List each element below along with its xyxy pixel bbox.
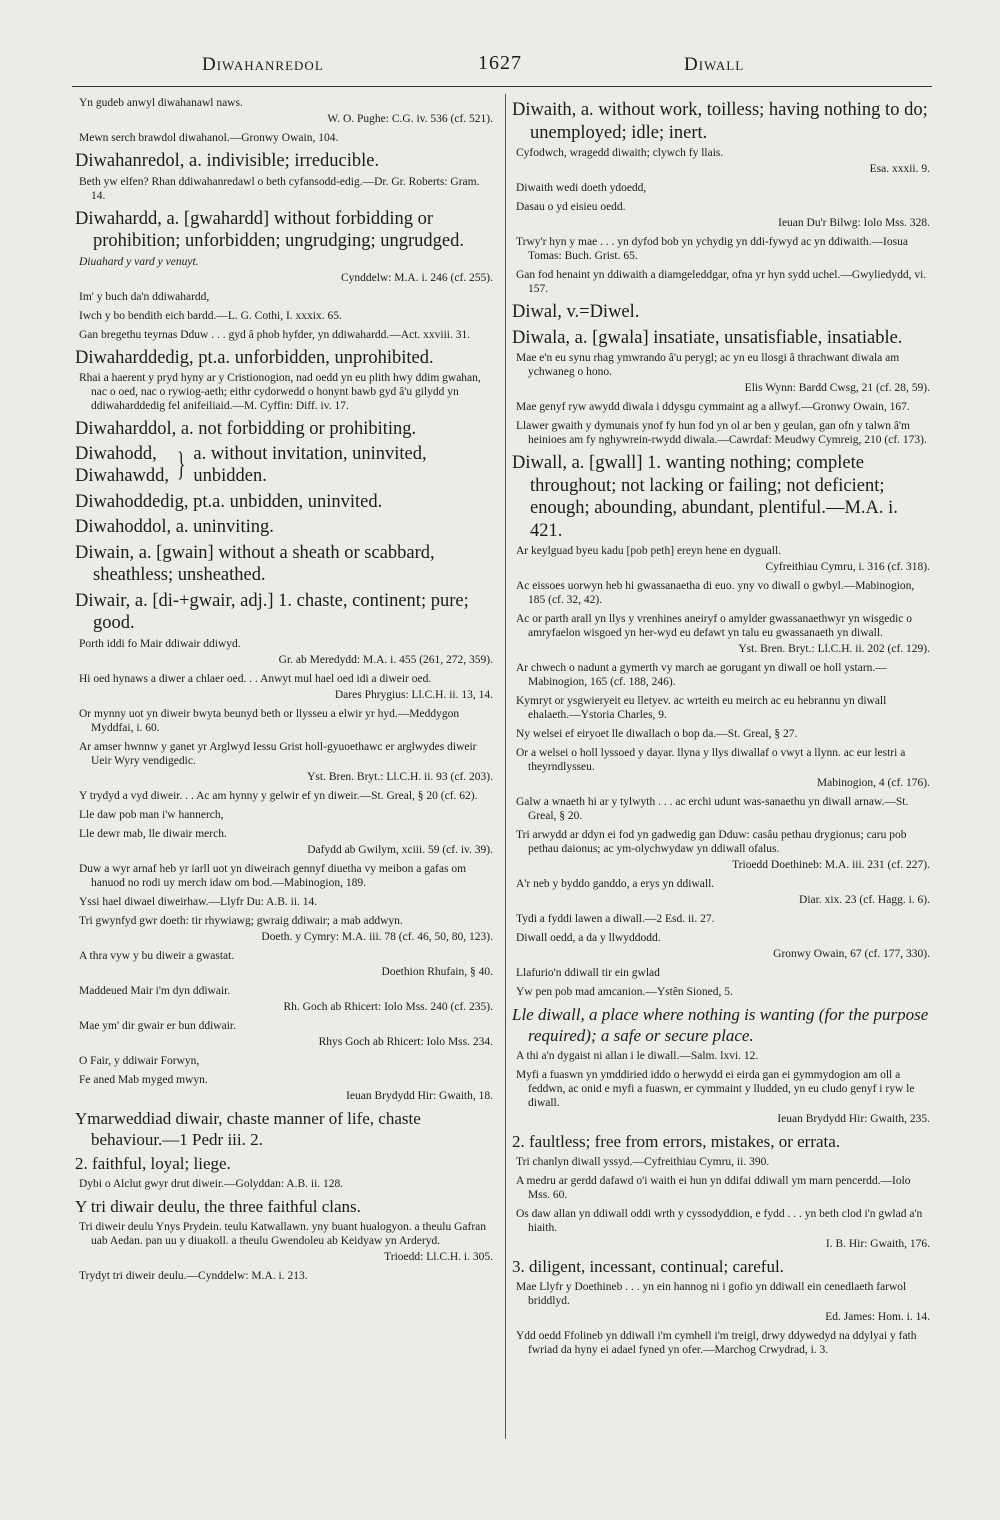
headword-entry: Diwaharddedig, pt.a. unforbidden, unprohibited. xyxy=(75,347,434,368)
subentry: Lle diwall, a place where nothing is wanting (for the purpose required); a safe or secure place. xyxy=(512,1005,929,1045)
quotation: Yn gudeb anwyl diwahanawl naws. xyxy=(79,97,243,109)
quotation: Gan bregethu teyrnas Dduw . . . gyd â phob hyfder, yn ddiwahardd.—Act. xxviii. 31. xyxy=(79,328,471,341)
headword-variants xyxy=(75,443,169,487)
running-head xyxy=(72,48,932,80)
quotation: Cyfodwch, wragedd diwaith; clywch fy llais. xyxy=(516,147,724,159)
citation: Dares Phrygius: Ll.C.H. ii. 13, 14. xyxy=(334,688,493,701)
quotation: Dasau o yd eisieu oedd. xyxy=(516,201,626,213)
quotation: Yw pen pob mad amcanion.—Ystên Sioned, 5. xyxy=(516,986,733,998)
quotation: Mewn serch brawdol diwahanol.—Gronwy Owain, 104. xyxy=(79,132,339,144)
headword-entry: Diwahanredol, a. indivisible; irreducible. xyxy=(75,151,380,171)
quotation: Or mynny uot yn diweir bwyta beunyd beth or llysseu a elwir yr hyd.—Meddygon Myddfai, i. 60. xyxy=(79,707,460,734)
citation: Trioedd: Ll.C.H. i. 305. xyxy=(384,1250,493,1263)
quotation: A medru ar gerdd dafawd o'i waith ei hun yn ddifai ddiwall ym marn pencerdd.—Iolo Mss. 60. xyxy=(516,1175,911,1201)
citation: Doethion Rhufain, § 40. xyxy=(381,965,493,978)
quotation: Ar keylguad byeu kadu [pob peth] ereyn hene en dyguall. xyxy=(516,545,782,557)
running-head-left-word: Diwahanredol xyxy=(202,54,324,75)
quotation: Y trydyd a vyd diweir. . . Ac am hynny y gelwir ef yn diweir.—St. Greal, § 20 (cf. 62). xyxy=(79,789,478,802)
citation: Cynddelw: M.A. i. 246 (cf. 255). xyxy=(340,271,493,284)
quotation: Maddeued Mair i'm dyn ddiwair. xyxy=(79,984,231,997)
citation: Ieuan Brydydd Hir: Gwaith, 235. xyxy=(777,1113,930,1125)
quotation: Yssi hael diwael diweirhaw.—Llyfr Du: A.B. ii. 14. xyxy=(79,895,318,908)
headword-pair xyxy=(75,443,493,487)
quotation: Porth iddi fo Mair ddiwair ddiwyd. xyxy=(79,637,241,650)
quotation: Tydi a fyddi lawen a diwall.—2 Esd. ii. 27. xyxy=(516,913,715,925)
quotation: Ac eissoes uorwyn heb hi gwassanaetha di euo. yny vo diwall o gwbyl.—Mabinogion, 185 (cf. 32, 42). xyxy=(516,580,915,606)
header-rule xyxy=(72,86,932,87)
headword-entry: Diwaith, a. without work, toilless; having nothing to do; unemployed; idle; inert. xyxy=(512,100,928,143)
quotation: Trwy'r hyn y mae . . . yn dyfod bob yn ychydig yn ddi-fywyd ac yn ddiwaith.—Iosua Tomas: Buch. Grist. 65. xyxy=(516,236,908,262)
quotation: Llafurio'n ddiwall tir ein gwlad xyxy=(516,967,660,979)
quotation: Or a welsei o holl lyssoed y dayar. llyna y llys diwallaf o vwyt a llynn. ac eur lestri a theyrndlysseu. xyxy=(516,747,906,773)
quotation: Os daw allan yn ddiwall oddi wrth y cyssodyddion, e fydd . . . yn beth clod i'n gwlad a'n hiaith. xyxy=(516,1208,923,1234)
quotation: Ac or parth arall yn llys y vrenhines aneiryf o amylder gwassanaethwyr yn wisgedic o amryfaelon wisgoed yn her-wyd eu defawt yn talu eu gwassanaeth yn diwall. xyxy=(516,613,912,639)
quotation: Llawer gwaith y dymunais ynof fy hun fod yn ol ar ben y geulan, gan ofn y talwn â'm heinioes am fy nghywrein-rwydd diwala.—Cawrdaf: Meudwy Cymreig, 210 (cf. 173). xyxy=(516,420,927,446)
citation: Yst. Bren. Bryt.: Ll.C.H. ii. 202 (cf. 129). xyxy=(738,643,930,655)
citation: Rhys Goch ab Rhicert: Iolo Mss. 234. xyxy=(318,1035,493,1048)
quotation: Kymryt or ysgwieryeit eu lletyev. ac wrteith eu meirch ac eu hebrannu yn diwall ehalaeth.—Ystoria Charles, 9. xyxy=(516,695,887,721)
headword: Diwahodd, xyxy=(75,443,157,464)
quotation: Lle daw pob man i'w hannerch, xyxy=(79,808,224,821)
citation: Cyfreithiau Cymru, i. 316 (cf. 318). xyxy=(765,561,930,573)
quotation: Mae ym' dir gwair er bun ddiwair. xyxy=(79,1019,236,1032)
quotation: Hi oed hynaws a diwer a chlaer oed. . . Anwyt mul hael oed idi a diweir oed. xyxy=(79,672,432,685)
quotation: Iwch y bo bendith eich bardd.—L. G. Cothi, I. xxxix. 65. xyxy=(79,309,342,322)
citation: Ieuan Brydydd Hir: Gwaith, 18. xyxy=(346,1089,493,1102)
quotation: Tri chanlyn diwall yssyd.—Cyfreithiau Cymru, ii. 390. xyxy=(516,1156,770,1168)
quotation: A thra vyw y bu diweir a gwastat. xyxy=(79,949,235,962)
headword-entry: Diwaharddol, a. not forbidding or prohibiting. xyxy=(75,419,417,439)
quotation: Galw a wnaeth hi ar y tylwyth . . . ac erchi udunt was-sanaethu yn diwall arnaw.—St. Greal, § 20. xyxy=(516,796,909,822)
citation: Doeth. y Cymry: M.A. iii. 78 (cf. 46, 50, 80, 123). xyxy=(261,930,493,943)
citation: Elis Wynn: Bardd Cwsg, 21 (cf. 28, 59). xyxy=(744,382,930,394)
citation: Gr. ab Meredydd: M.A. i. 455 (261, 272, 359). xyxy=(278,653,493,666)
sense-entry: 2. faultless; free from errors, mistakes, or errata. xyxy=(512,1132,841,1151)
headword-entry: Diwal, v.=Diwel. xyxy=(512,302,640,322)
quotation: Tri diweir deulu Ynys Prydein. teulu Katwallawn. yny buant hualogyon. a theulu Gafran uab Aedan. pan uu y diuakoll. a theulu Gwendoleu ab Keidyaw yn Arderyd. xyxy=(79,1220,487,1247)
quotation: Mae e'n eu synu rhag ymwrando â'u perygl; ac yn eu llosgi â thrachwant diwala am ychwaneg o hono. xyxy=(516,352,900,378)
quotation: Dybi o Alclut gwyr drut diweir.—Golyddan: A.B. ii. 128. xyxy=(79,1177,344,1190)
headword-entry: Diwahoddedig, pt.a. unbidden, uninvited. xyxy=(75,491,383,512)
brace: } xyxy=(177,445,186,483)
headword-entry: Diwall, a. [gwall] 1. wanting nothing; complete throughout; not lacking or failing; not deficient; enough; abounding, abundant, plentiful.—M.A. i. 421. xyxy=(512,453,898,541)
quotation: Rhai a haerent y pryd hyny ar y Cristionogion, nad oedd yn eu plith hwy ddim gwahan, nac o oed, nac o rywiog-aeth; eithr cydorwedd o honynt bawb gyd â'u gilydd yn ddiwaharddedig fel anifeiliaid.—M. Cyffin: Diff. iv. 17. xyxy=(79,372,481,412)
definition: a. without invitation, uninvited, unbidden. xyxy=(193,443,427,486)
sense-entry: 3. diligent, incessant, continual; careful. xyxy=(512,1257,784,1276)
column-divider xyxy=(505,94,506,1439)
quotation: Fe aned Mab myged mwyn. xyxy=(79,1073,208,1086)
citation: Rh. Goch ab Rhicert: Iolo Mss. 240 (cf. 235). xyxy=(283,1000,493,1013)
quotation: Ny welsei ef eiryoet lle diwallach o bop da.—St. Greal, § 27. xyxy=(516,728,798,740)
sense-entry: 2. faithful, loyal; liege. xyxy=(75,1153,231,1173)
citation: Yst. Bren. Bryt.: Ll.C.H. ii. 93 (cf. 203). xyxy=(307,770,493,783)
quotation: Mae genyf ryw awydd diwala i ddysgu cymmaint ag a allwyf.—Gronwy Owain, 167. xyxy=(516,401,910,413)
headword-entry: Diwahoddol, a. uninviting. xyxy=(75,517,274,537)
citation: Gronwy Owain, 67 (cf. 177, 330). xyxy=(773,948,930,960)
headword-entry: Diwala, a. [gwala] insatiate, unsatisfiable, insatiable. xyxy=(512,327,903,348)
quotation: Myfi a fuaswn yn ymddiried iddo o herwydd ei eirda gan ei gymmydogion am oll a feddwn, ac onid e myfi a fuaswn, er cymmaint y lludded, yn eu cludo genyf i ryw le diwall. xyxy=(516,1069,915,1109)
citation: Mabinogion, 4 (cf. 176). xyxy=(816,777,930,789)
quotation: Diuahard y vard y venuyt. xyxy=(79,255,199,268)
citation: Esa. xxxii. 9. xyxy=(869,163,930,175)
quotation: Im' y buch da'n ddiwahardd, xyxy=(79,290,210,303)
headword-entry: Diwain, a. [gwain] without a sheath or scabbard, sheathless; unsheathed. xyxy=(75,542,435,585)
quotation: A'r neb y byddo ganddo, a erys yn ddiwall. xyxy=(516,878,715,890)
citation: I. B. Hir: Gwaith, 176. xyxy=(825,1238,930,1250)
citation: Ed. James: Hom. i. 14. xyxy=(825,1311,930,1323)
quotation: Tri gwynfyd gwr doeth: tir rhywiawg; gwraig ddiwair; a mab addwyn. xyxy=(79,914,403,927)
quotation: Beth yw elfen? Rhan ddiwahanredawl o beth cyfansodd-edig.—Dr. Gr. Roberts: Gram. 14. xyxy=(79,175,480,202)
quotation: Trydyt tri diweir deulu.—Cynddelw: M.A. i. 213. xyxy=(79,1269,308,1282)
citation: W. O. Pughe: C.G. iv. 536 (cf. 521). xyxy=(327,113,493,125)
quotation: A thi a'n dygaist ni allan i le diwall.—Salm. lxvi. 12. xyxy=(516,1050,759,1062)
quotation: Duw a wyr arnaf heb yr iarll uot yn diweirach gennyf diuetha vy meibon a gafas om hanuod no rodi uy merch idaw om bod.—Mabinogion, 189. xyxy=(79,862,467,889)
left-column xyxy=(75,96,493,1288)
page-number: 1627 xyxy=(478,52,522,74)
right-column xyxy=(512,96,930,1362)
quotation: Gan fod henaint yn ddiwaith a diamgeleddgar, ofna yr hyn sydd uchel.—Gwyliedydd, vi. 157. xyxy=(516,269,927,295)
quotation: Ydd oedd Ffolineb yn ddiwall i'm cymhell i'm treigl, drwy ddywedyd na ddylyai y fath fwriad da hyny ei adael fyned yn ofer.—Marchog Crwydrad, i. 3. xyxy=(516,1330,917,1356)
citation: Dafydd ab Gwilym, xciii. 59 (cf. iv. 39). xyxy=(307,843,493,856)
quotation: Mae Llyfr y Doethineb . . . yn ein hannog ni i gofio yn ddiwall ein cenedlaeth farwol briddlyd. xyxy=(516,1281,907,1307)
quotation: Lle dewr mab, lle diwair merch. xyxy=(79,827,227,840)
quotation: Tri arwydd ar ddyn ei fod yn gadwedig gan Dduw: casâu pethau drygionus; caru pob pethau daionus; ac ym-olychwydaw yn ddiwall ofalus. xyxy=(516,829,907,855)
headword: Diwahawdd, xyxy=(75,465,170,486)
subentry: Ymarweddiad diwair, chaste manner of life, chaste behaviour.—1 Pedr iii. 2. xyxy=(75,1108,421,1149)
quotation: O Fair, y ddiwair Forwyn, xyxy=(79,1054,200,1067)
quotation: Ar chwech o nadunt a gymerth vy march ae gorugant yn diwall oe holl ystarn.—Mabinogion, 165 (cf. 188, 246). xyxy=(516,662,887,688)
headword-entry: Diwair, a. [di-+gwair, adj.] 1. chaste, continent; pure; good. xyxy=(75,590,469,633)
running-head-right-word: Diwall xyxy=(684,54,745,75)
quotation: Ar amser hwnnw y ganet yr Arglwyd Iessu Grist holl-gyuoethawc er arglwydes diweir Ueir Wyry vendigedic. xyxy=(79,740,477,767)
quotation: Diwaith wedi doeth ydoedd, xyxy=(516,182,647,194)
subentry: Y tri diwair deulu, the three faithful clans. xyxy=(75,1196,361,1216)
citation: Diar. xix. 23 (cf. Hagg. i. 6). xyxy=(799,894,930,906)
headword-entry: Diwahardd, a. [gwahardd] without forbidding or prohibition; unforbidden; ungrudging; ungrudged. xyxy=(75,208,464,251)
citation: Ieuan Du'r Bilwg: Iolo Mss. 328. xyxy=(778,217,930,229)
quotation: Diwall oedd, a da y llwyddodd. xyxy=(516,932,661,944)
citation: Trioedd Doethineb: M.A. iii. 231 (cf. 227). xyxy=(732,859,930,871)
